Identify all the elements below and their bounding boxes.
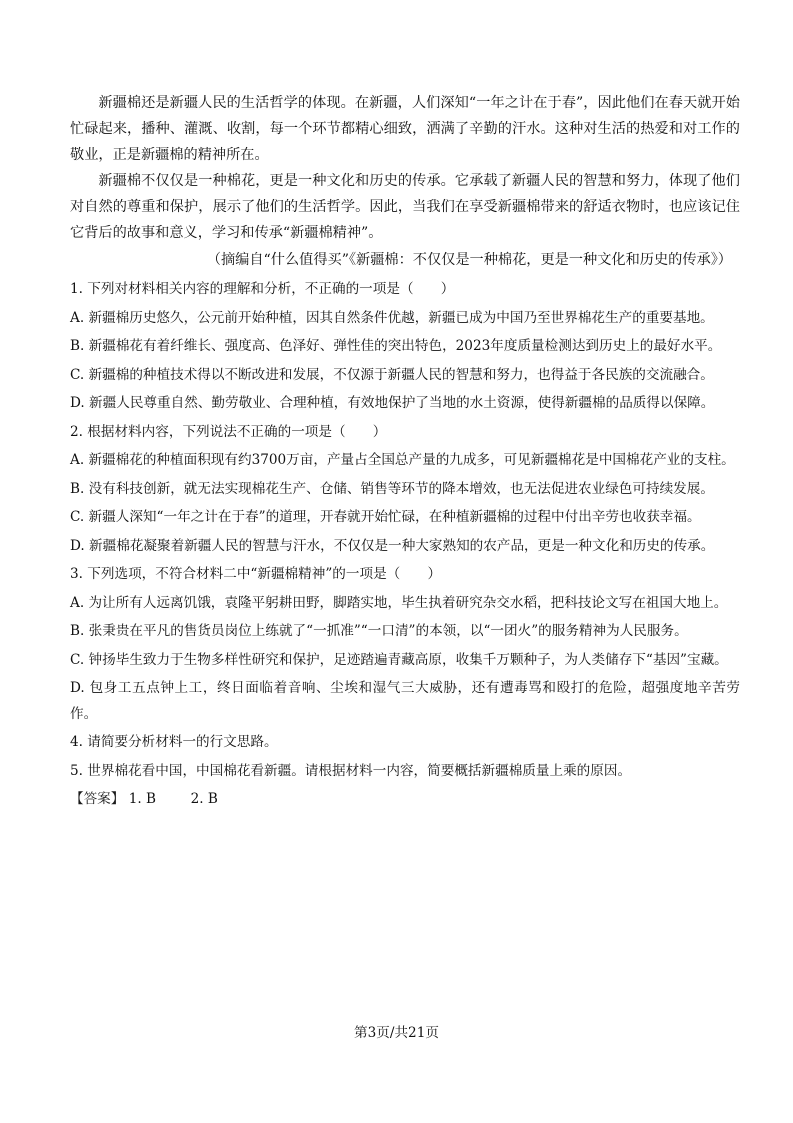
question-2-option-c: C. 新疆人深知“一年之计在于春”的道理，开春就开始忙碌，在种植新疆棉的过程中付出辛劳也收获幸福。: [70, 509, 701, 525]
question-4-stem: 4. 请简要分析材料一的行文思路。: [70, 734, 278, 750]
question-2-stem: 2. 根据材料内容，下列说法不正确的一项是（ ）: [70, 423, 387, 440]
passage-paragraph-1: 新疆棉还是新疆人民的生活哲学的体现。在新疆，人们深知“一年之计在于春”，因此他们在春天就开始忙碌起来，播种、灌溉、收割，每一个环节都精心细致，洒满了辛勤的汗水。这种对生活的热爱和对工作的敬业，正是新疆棉的精神所在。: [70, 95, 740, 163]
page-number-footer: 第3页/共21页: [354, 1025, 439, 1041]
question-1-option-c: C. 新疆棉的种植技术得以不断改进和发展，不仅源于新疆人民的智慧和努力，也得益于各民族的交流融合。: [70, 366, 714, 383]
question-1-stem: 1. 下列对材料相关内容的理解和分析，不正确的一项是（ ）: [70, 281, 455, 297]
answer-2: 2. B: [190, 791, 218, 807]
answer-1: 1. B: [128, 791, 156, 807]
question-1-option-a: A. 新疆棉历史悠久，公元前开始种植，因其自然条件优越，新疆已成为中国乃至世界棉花生产的重要基地。: [70, 309, 714, 326]
question-5-stem: 5. 世界棉花看中国，中国棉花看新疆。请根据材料一内容，简要概括新疆棉质量上乘的原因。: [70, 762, 632, 779]
question-1-option-b: B. 新疆棉花有着纤维长、强度高、色泽好、弹性佳的突出特色，2023年度质量检测达到历史上的最好水平。: [70, 338, 722, 354]
answer-tag: 【答案】: [70, 791, 125, 807]
question-2-option-d: D. 新疆棉花凝聚着新疆人民的智慧与汗水，不仅仅是一种大家熟知的农产品，更是一种文化和历史的传承。: [70, 537, 715, 554]
question-3-option-d: D. 包身工五点钟上工，终日面临着音响、尘埃和湿气三大威胁，还有遭毒骂和殴打的危险，超强度地辛苦劳作。: [70, 680, 740, 722]
question-3-option-c: C. 钟扬毕生致力于生物多样性研究和保护，足迹踏遍青藏高原，收集千万颗种子，为人类储存下“基因”宝藏。: [70, 651, 728, 668]
question-3-option-b: B. 张秉贵在平凡的售货员岗位上练就了“一抓准”“一口清”的本领，以“一团火”的服务精神为人民服务。: [70, 623, 688, 639]
source-citation: （摘编自“什么值得买”《新疆棉：不仅仅是一种棉花，更是一种文化和历史的传承》）: [206, 252, 732, 268]
question-2-option-a: A. 新疆棉花的种植面积现有约3700万亩，产量占全国总产量的九成多，可见新疆棉花是中国棉花产业的支柱。: [70, 452, 735, 468]
answer-line: [70, 787, 740, 813]
question-3-option-a: A. 为让所有人远离饥饿，袁隆平躬耕田野，脚踏实地，毕生执着研究杂交水稻，把科技论文写在祖国大地上。: [70, 594, 728, 611]
passage-paragraph-2: 新疆棉不仅仅是一种棉花，更是一种文化和历史的传承。它承载了新疆人民的智慧和努力，体现了他们对自然的尊重和保护，展示了他们的生活哲学。因此，当我们在享受新疆棉带来的舒适衣物时，也应该记住它背后的故事和意义，学习和传承“新疆棉精神”。: [70, 173, 740, 241]
question-1-option-d: D. 新疆人民尊重自然、勤劳敬业、合理种植，有效地保护了当地的水土资源，使得新疆棉的品质得以保障。: [70, 395, 715, 411]
page-content: [70, 90, 740, 813]
question-3-stem: 3. 下列选项，不符合材料二中“新疆棉精神”的一项是（ ）: [70, 566, 442, 582]
question-2-option-b: B. 没有科技创新，就无法实现棉花生产、仓储、销售等环节的降本增效，也无法促进农业绿色可持续发展。: [70, 480, 714, 497]
